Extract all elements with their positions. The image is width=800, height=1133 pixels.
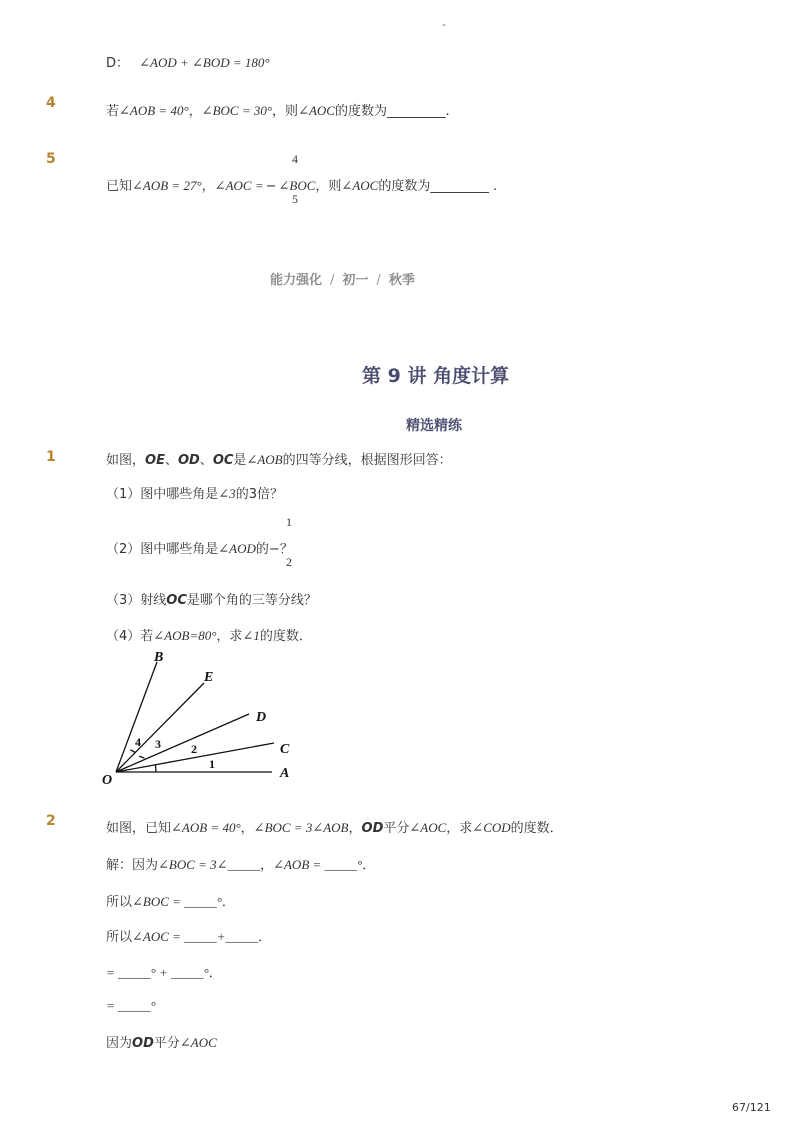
p2-angle-aob: ∠AOB = 40° bbox=[171, 820, 241, 835]
p1-s3-b: 是哪个角的三等分线？ bbox=[186, 593, 317, 608]
section-banner bbox=[270, 269, 415, 288]
ray-ob bbox=[116, 662, 157, 772]
label-d: D bbox=[256, 710, 267, 725]
p2-intro-d: 的度数． bbox=[510, 821, 563, 836]
sol-l4-b: ． bbox=[208, 966, 222, 981]
p1-intro-b: 是 bbox=[233, 453, 247, 468]
solution-line-2 bbox=[106, 891, 235, 910]
p1-dun-1: 、 bbox=[164, 453, 178, 468]
q4-sep: ， bbox=[188, 104, 202, 119]
angle-figure bbox=[100, 645, 300, 790]
sol-l2-a: 所以 bbox=[106, 895, 133, 910]
angle-label-4: 4 bbox=[135, 735, 141, 749]
problem-2-intro bbox=[106, 817, 563, 836]
p1-s1-a: （1）图中哪些角是 bbox=[106, 487, 219, 502]
question-5-number: 5 bbox=[46, 151, 56, 167]
p2-intro-b: 平分 bbox=[383, 821, 410, 836]
p2-sep: ， bbox=[240, 821, 254, 836]
question-5-text bbox=[106, 175, 497, 194]
p2-angle-boc: ∠BOC = 3∠AOB bbox=[253, 820, 349, 835]
p2-sep-2: ， bbox=[348, 821, 362, 836]
solution-line-6 bbox=[106, 1032, 217, 1051]
top-mark: - bbox=[442, 18, 446, 31]
p1-ray-oe: OE bbox=[145, 453, 165, 468]
p1-s4-b: ，求 bbox=[216, 629, 243, 644]
sol-l2-b: ． bbox=[221, 895, 235, 910]
p2-ray-od: OD bbox=[361, 821, 384, 836]
sol-l1-math: ∠BOC = 3∠_____ bbox=[158, 857, 261, 872]
p2-intro-c: ，求 bbox=[446, 821, 473, 836]
section-title: 精选精练 bbox=[406, 418, 462, 434]
p1-s2-c: ？ bbox=[279, 542, 293, 557]
sol-l4-math: = _____° + _____° bbox=[106, 965, 209, 980]
banner-part-3: 秋季 bbox=[388, 273, 415, 288]
p1-s4-a: （4）若 bbox=[106, 629, 154, 644]
arc-angle-3 bbox=[139, 756, 144, 758]
option-d-math: ∠AOD + ∠BOD = 180° bbox=[139, 55, 270, 70]
q5-angle-aoc: ∠AOC = bbox=[214, 178, 264, 193]
q5-frac-bar: − bbox=[265, 179, 277, 194]
solution-line-1 bbox=[106, 854, 375, 873]
sol-l1-math-2: ∠AOB = _____° bbox=[273, 857, 363, 872]
sol-l3-math: ∠AOC = _____+_____ bbox=[132, 929, 258, 944]
solution-line-3 bbox=[106, 926, 271, 945]
q5-sep: ， bbox=[201, 179, 215, 194]
sol-l3-b: ． bbox=[257, 930, 271, 945]
sol-l6-b: 平分 bbox=[153, 1036, 180, 1051]
q5-frac-denominator: 5 bbox=[292, 192, 298, 206]
q4-prefix: 若 bbox=[106, 104, 120, 119]
sol-l5-math: = _____° bbox=[106, 998, 156, 1013]
p2-intro-a: 如图，已知 bbox=[106, 821, 172, 836]
p1-s4-c: 的度数． bbox=[259, 629, 312, 644]
p1-s1-b: 的3倍？ bbox=[235, 487, 283, 502]
label-o: O bbox=[102, 773, 113, 788]
p1-ray-od: OD bbox=[177, 453, 200, 468]
sol-l2-math: ∠BOC = _____° bbox=[132, 894, 222, 909]
label-a: A bbox=[280, 766, 290, 781]
angle-label-1: 1 bbox=[209, 757, 215, 771]
problem-1-sub-4 bbox=[106, 625, 312, 644]
sol-l6-a: 因为 bbox=[106, 1036, 133, 1051]
problem-1-sub-1 bbox=[106, 483, 283, 502]
page-number: 67/121 bbox=[732, 1101, 771, 1114]
lecture-title: 第 9 讲 角度计算 bbox=[362, 365, 510, 387]
banner-sep-2: / bbox=[376, 273, 381, 288]
sol-l6-math: ∠AOC bbox=[179, 1035, 217, 1050]
p1-s2-b: 的 bbox=[255, 542, 269, 557]
p2-angle-aoc: ∠AOC bbox=[409, 820, 447, 835]
sol-l1-a: 解：因为 bbox=[106, 858, 159, 873]
p1-s4-angle-aob: ∠AOB=80° bbox=[153, 628, 217, 643]
p1-dun-2: 、 bbox=[199, 453, 213, 468]
arc-angle-4 bbox=[130, 750, 135, 753]
q4-angle-aob: ∠AOB = 40° bbox=[119, 103, 189, 118]
problem-1-number: 1 bbox=[46, 449, 56, 465]
p1-s2-frac-bar: − bbox=[268, 542, 280, 557]
p1-s2-frac-denominator: 2 bbox=[286, 555, 292, 569]
q4-mid: ，则 bbox=[272, 104, 299, 119]
question-4-text bbox=[106, 100, 450, 119]
q4-angle-aoc: ∠AOC bbox=[298, 103, 335, 118]
problem-2-number: 2 bbox=[46, 813, 56, 829]
q5-angle-aob: ∠AOB = 27° bbox=[132, 178, 202, 193]
sol-l1-c: ． bbox=[362, 858, 376, 873]
problem-1-sub-3 bbox=[106, 589, 317, 608]
sol-l1-b: ， bbox=[260, 858, 274, 873]
q5-angle-aoc-2: ∠AOC bbox=[341, 178, 379, 193]
q5-mid: ，则 bbox=[315, 179, 342, 194]
q5-prefix: 已知 bbox=[106, 179, 133, 194]
p1-s2-a: （2）图中哪些角是 bbox=[106, 542, 219, 557]
banner-sep-1: / bbox=[330, 273, 335, 288]
q4-suffix: 的度数为_________. bbox=[334, 104, 450, 119]
p1-angle-aob: ∠AOB bbox=[246, 452, 283, 467]
p1-s4-angle-1: ∠1 bbox=[242, 628, 260, 643]
q5-frac-numerator: 4 bbox=[292, 152, 298, 166]
angle-label-2: 2 bbox=[191, 742, 197, 756]
option-d-label: D： bbox=[106, 56, 130, 71]
p1-s3-ray-oc: OC bbox=[166, 593, 187, 608]
q4-angle-boc: ∠BOC = 30° bbox=[201, 103, 273, 118]
label-c: C bbox=[280, 742, 290, 757]
p1-ray-oc: OC bbox=[212, 453, 234, 468]
label-b: B bbox=[154, 650, 164, 665]
p1-s2-angle: ∠AOD bbox=[218, 541, 256, 556]
p2-angle-cod: ∠COD bbox=[472, 820, 511, 835]
p1-s2-frac-numerator: 1 bbox=[286, 515, 292, 529]
p1-s1-angle: ∠3 bbox=[218, 486, 236, 501]
label-e: E bbox=[204, 670, 214, 685]
p1-s3-a: （3）射线 bbox=[106, 593, 167, 608]
option-d bbox=[106, 52, 270, 71]
problem-1-sub-2 bbox=[106, 538, 293, 557]
banner-part-2: 初一 bbox=[342, 273, 369, 288]
sol-l6-ray-od: OD bbox=[132, 1036, 154, 1051]
p1-intro-c: 的四等分线，根据图形回答： bbox=[282, 453, 452, 468]
p1-intro-a: 如图， bbox=[106, 453, 146, 468]
banner-part-1: 能力强化 bbox=[270, 273, 323, 288]
q5-angle-boc: ∠BOC bbox=[278, 178, 316, 193]
angle-label-3: 3 bbox=[155, 737, 161, 751]
sol-l3-a: 所以 bbox=[106, 930, 133, 945]
solution-line-5 bbox=[106, 998, 156, 1014]
question-4-number: 4 bbox=[46, 95, 56, 111]
q5-suffix: 的度数为_________ . bbox=[378, 179, 498, 194]
arc-angle-1 bbox=[155, 765, 156, 772]
solution-line-4 bbox=[106, 962, 222, 981]
problem-1-intro bbox=[106, 449, 452, 468]
